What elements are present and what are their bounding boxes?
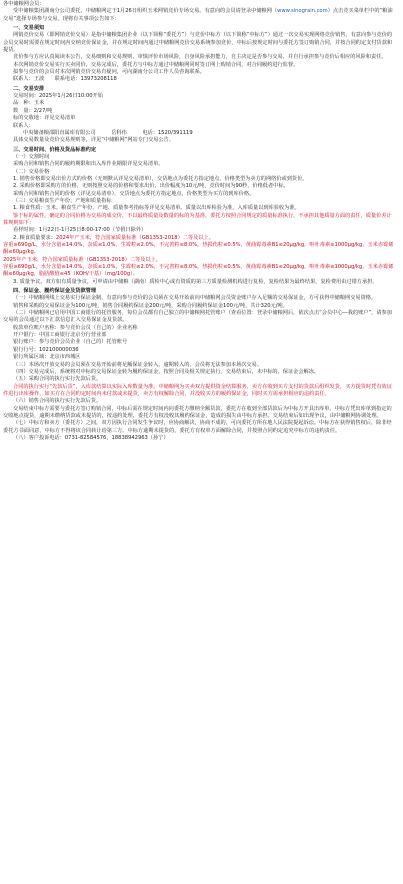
subsection-title: （六）销售合同的执行实行先款后货。 — [13, 398, 102, 405]
subsection-title: （一）交割时间 — [13, 153, 50, 160]
intro-text-1: 受中储粮集团湖南分公司委托，中储粮网定于1月26日组织玉米网销竞价专场交易。有意向的会员请登录中储粮网（ — [13, 8, 278, 15]
salutation: 各中储粮网会员： — [3, 1, 45, 7]
paragraph: 具体交易数量及竞价交易规则等，详见“中储粮网”网站专门交易公告。 — [13, 137, 175, 144]
paragraph: （三）本场次开放交易的会员须在交易开始前将足额保证金转入，逾期转入的，会员将无法参加本场次交易。 — [13, 361, 263, 368]
paragraph: 1. 销售价格即交易出价方式的价格（无则默认详见交易清单），交货地点为委托方指定地点，价格类型为卖方的网络价或到货价。 — [13, 175, 308, 182]
field-line: 数 量：2/27/吨 — [13, 107, 53, 114]
bank-field: 银行行号：102100000036 — [13, 346, 79, 353]
field-line: 交易时间：2025年1月26日10:00开始 — [13, 93, 103, 100]
subsection-title: （五）采购合同的执行实行先款后货。 — [13, 376, 102, 383]
paragraph-red: 合同的执行实行“先款后货”，入库款结算以实际入库数量为准。中储粮网为买卖双方提供资金结算服务，卖方在收到买方支付的货款后组织发货，买方提货时凭有效证件进行出库操作。如买方在合同约定时间内未付款或未提货，卖方有权解除合同，并没收买方的履约保证金，同时买方需承担相应的违约责任。 — [3, 383, 392, 397]
website-link[interactable]: www.sinograin.com — [277, 8, 328, 15]
paragraph: 采购合同和销售合同的价格（详见交易清单），交货地点为委托方指定地点，价格类型为买方的到库价格。 — [13, 190, 255, 197]
section-title: 一、交易须知 — [13, 25, 45, 32]
quality-2025: 2025年产玉米，符合国家质量标准（GB1353-2018）二等及以上。 — [3, 256, 161, 263]
viewing-time: 看样时间：1月22日-1月25日8:00-17:00（节假日除外） — [13, 227, 147, 234]
field-line: 品 种：玉米 — [13, 100, 45, 107]
paragraph: （七）中标方和卖方（委托方）之间，双方因执行合同发生争议时，应协商解决，协商不成的，可向委托方所在地人民法院提起诉讼。中标方在获得销售权后，除非经委托方书面同意，中标方不得将该合同转让给第三方。中标方逾期未提货的，委托方有权单方面解除合同，并按照合同约定追究中标方的违约责任。 — [3, 420, 392, 434]
field-line: 标的交收地：详见交易清单 — [13, 115, 76, 122]
quality-2024: 2024年产玉米，符合国家质量标准（GB1353-2018）二等及以上。 — [55, 234, 214, 241]
contact-company: 中央储备粮邵阳直属库有限公司 岳科伟 电话：1520/391119 — [23, 129, 193, 136]
paragraph: 3. 质量争议。双方如有质量争议，可申请由中储粮（湖南）质检中心或有资质的第三方质量检测机构进行复检，复检结果为最终结果，复检费用由过错方承担。 — [13, 278, 378, 285]
paragraph: （二）中储粮网已启用中国工商银行的托管服务，每位会员都有自己独立的中储粮网托管账户（查看位置：登录中储粮网后，依次点击“会员中心—我的账户”，请参加交易的会员通过以下汇款信息汇入交易保证金及货款。 — [3, 310, 392, 324]
paragraph: 销售和采购的交易保证金为100元/吨，销售合同履约保证金200元/吨，采购合同履约保证金100元/吨，共计320元/吨。 — [13, 302, 288, 309]
field-line: 联系人： — [13, 122, 34, 129]
paragraph: 拟参与竞价的会员对本次网销竞价交易有疑问，可向湖南分公司工作人员咨询联系。 — [13, 69, 205, 76]
paragraph: 1. 粮食性质：玉米。粮食生产年份、产地、质量参考指标等详见交易清单。质量以出库检验为准，入库质量以到库验收为准。 — [13, 205, 300, 212]
quality-2025-specs: 容重≥690g/L，水分含量≤14.0%，杂质≤1.0%，生霉粒≤2.0%，不完善粒≤8.0%，热损伤粒≤0.5%，黄曲霉毒素B1≤20μg/kg，呕吐毒素≤1000μg/kg，玉米赤霉烯酮≤60μg/kg，脂肪酸值≤45（KOH/干基）（mg/100g）。 — [3, 264, 394, 278]
paragraph — [3, 235, 394, 242]
bank-field: 银行账户：参与竞价会员企业（自己的）托管账号 — [13, 339, 128, 346]
section-title: 四、保证金、履约保证金及货款管理 — [13, 288, 97, 295]
bank-field: 收款单位账户名称：参与竞价会员（自己的）企业名称 — [13, 324, 138, 331]
section-title: 三、交易时间、价格及货品标准约定 — [13, 146, 97, 153]
paragraph: 本次网销竞价交易实行买卖同价，交易完成后，委托方与中标方通过中储粮网同时签订网上购销合同，对合同履约进行监督。 — [13, 61, 299, 68]
paragraph: （一）中储粮网线上交易实行保证金制，有意向参与竞价的会员须在交易开始前向中储粮网会员资金账户存入足额的交易保证金，方可获得中储粮网交易资格。 — [13, 295, 377, 302]
intro-text-2: ）点击竞买菜单栏中的“粮油交易”选择专场参与交易。现将有关事项公告如下： — [3, 8, 393, 22]
subsection-title: （二）交易价格 — [13, 168, 50, 175]
intro-paragraph — [3, 8, 394, 23]
paragraph: 交易结束中标方需要与委托方签订购销合同，中标后需在规定时间内向委托方缴纳全额货款，委托方在收到全部货款后为中标方开具出库单，中标方凭出库单到指定的交收地点提货，逾期未缴纳货款或未提货的，按违约处理，委托方有权没收其履约保证金，造成的损失由中标方承担。交易结束后如出现争议，由中储粮网协调处理。 — [3, 405, 392, 419]
paragraph: 竞价参与方应认真阅读本公告，交易细则和交易规则，审慎评价市场风险，自身风险承担能力，自主决定是否参与交易，并自行承担参与竞价后相应的风险和责任。 — [13, 54, 387, 61]
quality-label: 2. 粮食质量要求： — [13, 234, 56, 241]
paragraph: 采购合同和销售合同的履约期限和出入库作业期限详见交易清单。 — [13, 161, 164, 168]
quality-2024-specs: 容重≥690g/L，水分含量≤14.0%，杂质≤1.0%，生霉粒≤2.0%，不完善粒≤8.0%，热损伤粒≤0.5%，黄曲霉毒素B1≤20μg/kg，呕吐毒素≤1000μg/kg，玉米赤霉烯酮≤60μg/kg。 — [3, 242, 394, 256]
contact-line: 联系人：王波 联系电话：13973208118 — [13, 76, 117, 83]
paragraph: 2. 采购价格即采购方的价格，无则按照交易的价格和要求出价，出价幅度为10元/吨，竞价时间为90秒，价格低者中标。 — [13, 183, 289, 190]
subsection-title: （三）交易粮食生产年份、产地和质量指标 — [13, 197, 112, 204]
paragraph: （四）交易完成后，系统将对中标的交易保证金转为履约保证金，按照合同及相关规定执行。交易结束后，未中标的，保证金会解冻。 — [13, 368, 320, 375]
bank-field: 开户银行：中国工商银行北京分行营业部 — [13, 332, 107, 339]
paragraph-red: 鉴于标的属性，确定的合同价格为交易的成交价，不以最终质量及数量的标的为基准，委托方按照合同规定的质量标准执行，不承担其他质量方面的责任，质量价差计算规则如下： — [3, 212, 392, 226]
bank-field: 银行所属区域：北京市西城区 — [13, 354, 81, 361]
paragraph: 网销竞价交易（即网销竞价交易）是指中储粮集团企业（以下简称“委托方”）与竞价中标方（以下简称“中标方”）通过一次交易实现网络竞价销售，有意向参与竞价的会员交易时需要在规定时间内交纳竞价保证金，并在规定时间内通过中储粮网竞价交易系统参加竞价，中标后按规定时间与委托方签订购销合同，并按合同约定支付货款和提货。 — [3, 32, 393, 54]
complaint-contact: （八）客户投诉电话：0731-82584576，18838942963（孙宁） — [13, 434, 169, 441]
section-title: 二、交易安排 — [13, 85, 45, 92]
